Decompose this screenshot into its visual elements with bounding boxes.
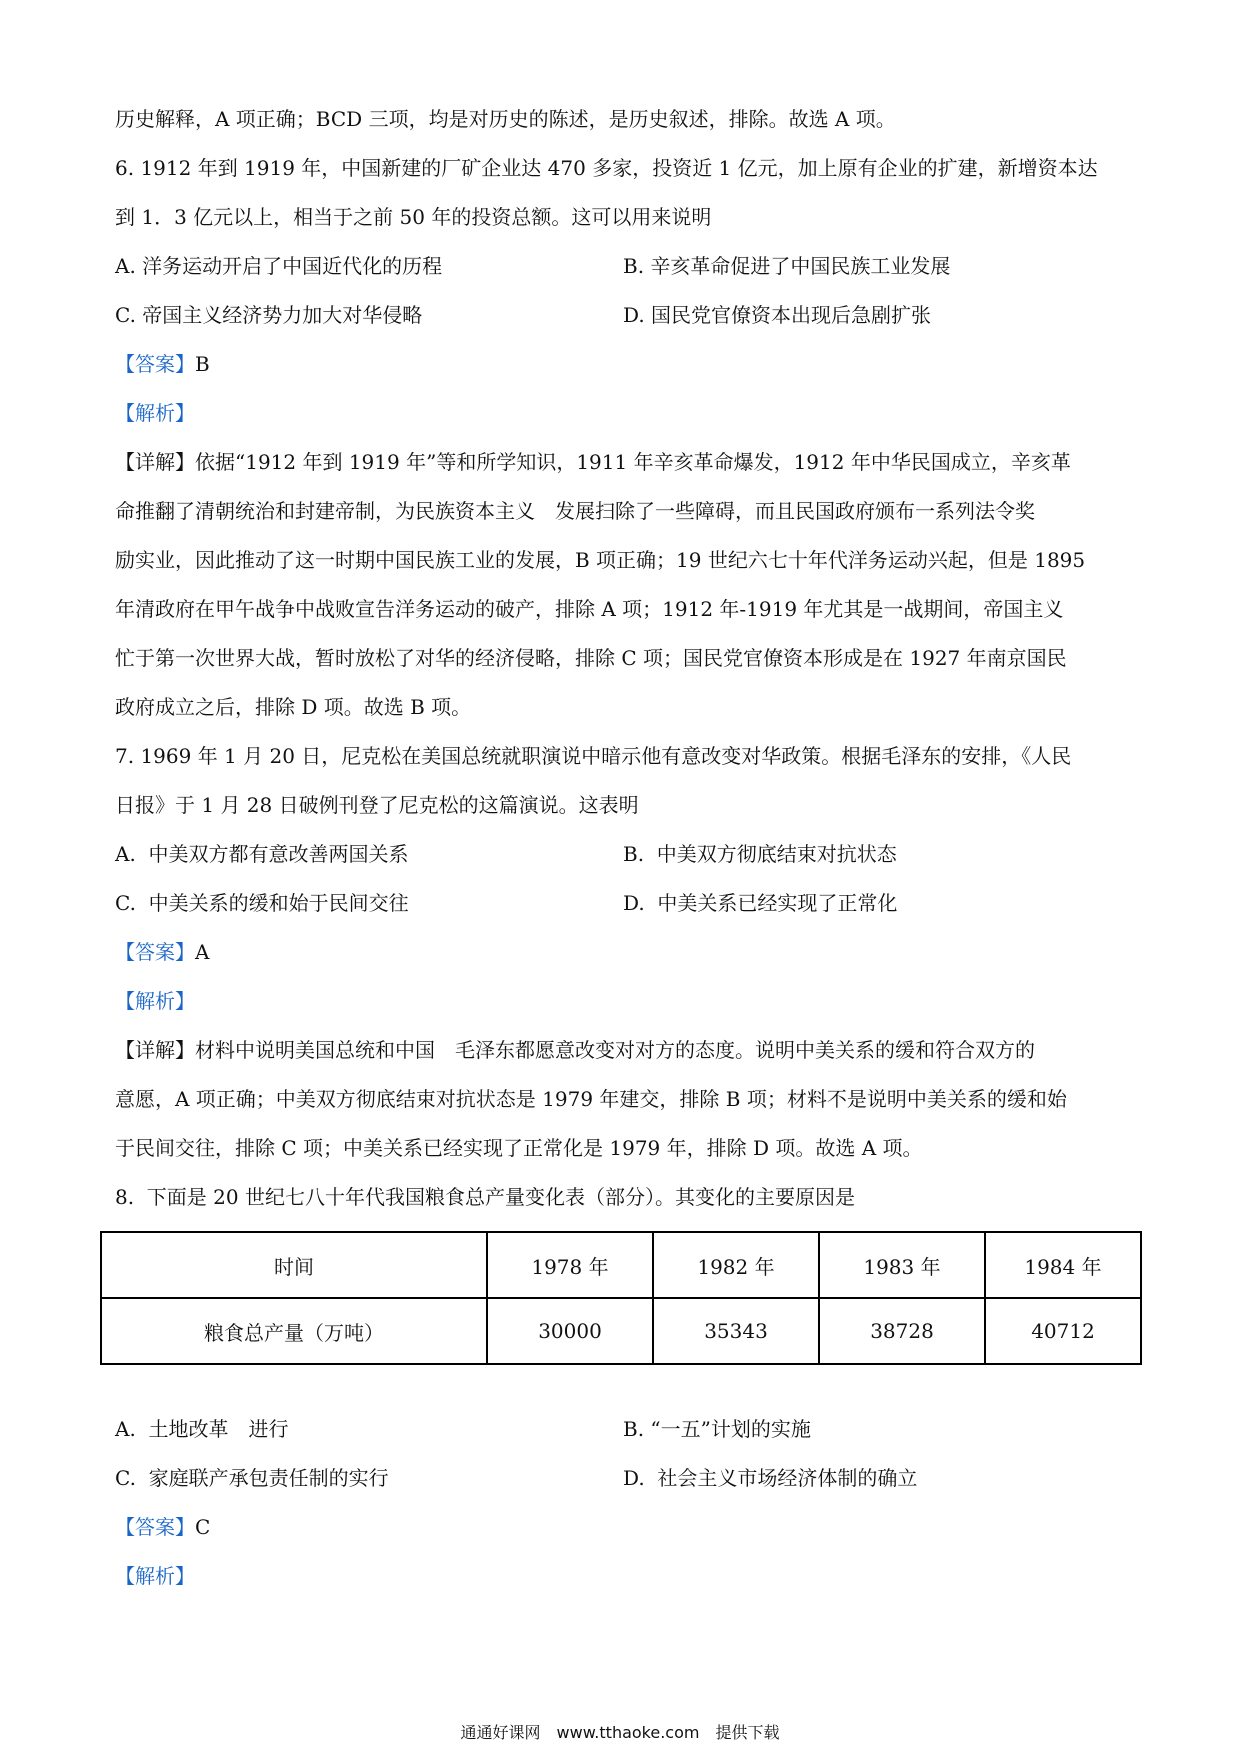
- q6-detail-line5: 忙于第一次世界大战，暂时放松了对华的经济侵略，排除 C 项；国民党官僚资本形成是在 1927 年南京国民: [115, 646, 1067, 670]
- q7-option-d: D. 中美关系已经实现了正常化: [623, 891, 898, 915]
- q7-answer-tag: 【答案】: [115, 940, 195, 964]
- table-header-cell: 时间: [101, 1232, 487, 1298]
- q8-options-row1: [115, 1405, 1135, 1454]
- q6-option-d: D. 国民党官僚资本出现后急剧扩张: [623, 303, 932, 327]
- q6-analysis: [115, 389, 1135, 438]
- q7-detail-line2: 意愿，A 项正确；中美双方彻底结束对抗状态是 1979 年建交，排除 B 项；材料不是说明中美关系的缓和始: [115, 1087, 1067, 1111]
- q6-detail-line3: 励实业，因此推动了这一时期中国民族工业的发展，B 项正确；19 世纪六七十年代洋务运动兴起，但是 1895: [115, 548, 1086, 572]
- q7-answer: [115, 928, 1135, 977]
- q7-option-b: B. 中美双方彻底结束对抗状态: [623, 842, 897, 866]
- q8-answer-tag: 【答案】: [115, 1515, 195, 1539]
- q6-answer-value: B: [195, 352, 210, 376]
- table-cell: 30000: [487, 1298, 653, 1364]
- q6-detail-tag: 【详解】: [115, 450, 195, 474]
- table-header-row: [101, 1232, 1141, 1298]
- table-header-cell: 1978 年: [487, 1232, 653, 1298]
- q7-options-row2: [115, 879, 1135, 928]
- table-row: [101, 1298, 1141, 1364]
- q8-options-row2: [115, 1454, 1135, 1503]
- q7-detail-text1: 材料中说明美国总统和中国 毛泽东都愿意改变对对方的态度。说明中美关系的缓和符合双方的: [195, 1038, 1035, 1062]
- q6-answer: [115, 340, 1135, 389]
- q6-option-b: B. 辛亥革命促进了中国民族工业发展: [623, 254, 951, 278]
- table-cell: 40712: [985, 1298, 1141, 1364]
- q6-detail-line1: [115, 438, 1135, 487]
- q6-detail-line6: 政府成立之后，排除 D 项。故选 B 项。: [115, 695, 472, 719]
- table-header-cell: 1984 年: [985, 1232, 1141, 1298]
- q7-option-c: C. 中美关系的缓和始于民间交往: [115, 891, 409, 915]
- q6-detail-line2: 命推翻了清朝统治和封建帝制，为民族资本主义 发展扫除了一些障碍，而且民国政府颁布一系列法令奖: [115, 499, 1035, 523]
- q6-stem-line1: 6. 1912 年到 1919 年，中国新建的厂矿企业达 470 多家，投资近 1 亿元，加上原有企业的扩建，新增资本达: [115, 156, 1098, 180]
- table-header-cell: 1983 年: [819, 1232, 985, 1298]
- q7-detail-tag: 【详解】: [115, 1038, 195, 1062]
- table-cell: 38728: [819, 1298, 985, 1364]
- q6-detail-text1: 依据“1912 年到 1919 年”等和所学知识，1911 年辛亥革命爆发，1912 年中华民国成立，辛亥革: [195, 450, 1071, 474]
- q8-option-b: B. “一五”计划的实施: [623, 1417, 811, 1441]
- q6-options-row1: [115, 242, 1135, 291]
- document-page: [115, 95, 1135, 1601]
- q8-analysis-tag: 【解析】: [115, 1564, 195, 1588]
- q8-answer: [115, 1503, 1135, 1552]
- table-cell: 粮食总产量（万吨）: [101, 1298, 487, 1364]
- q7-stem-line2: 日报》于 1 月 28 日破例刊登了尼克松的这篇演说。这表明: [115, 793, 639, 817]
- q6-options-row2: [115, 291, 1135, 340]
- page-footer: 通通好课网 www.tthaoke.com 提供下载: [460, 1723, 780, 1742]
- q6-option-a: A. 洋务运动开启了中国近代化的历程: [115, 254, 443, 278]
- q8-answer-value: C: [195, 1515, 211, 1539]
- q6-option-c: C. 帝国主义经济势力加大对华侵略: [115, 303, 423, 327]
- q8-analysis: [115, 1552, 1135, 1601]
- q7-stem-line1: 7. 1969 年 1 月 20 日，尼克松在美国总统就职演说中暗示他有意改变对华政策。根据毛泽东的安排，《人民: [115, 744, 1072, 768]
- q6-stem-line2: 到 1．3 亿元以上，相当于之前 50 年的投资总额。这可以用来说明: [115, 205, 712, 229]
- intro-text: 历史解释，A 项正确；BCD 三项，均是对历史的陈述，是历史叙述，排除。故选 A 项。: [115, 107, 896, 131]
- grain-output-table: [100, 1231, 1142, 1365]
- q8-option-a: A. 土地改革 进行: [115, 1417, 289, 1441]
- q7-answer-value: A: [195, 940, 210, 964]
- table-cell: 35343: [653, 1298, 819, 1364]
- table-header-cell: 1982 年: [653, 1232, 819, 1298]
- q7-option-a: A. 中美双方都有意改善两国关系: [115, 842, 409, 866]
- q7-analysis-tag: 【解析】: [115, 989, 195, 1013]
- q8-stem: 8. 下面是 20 世纪七八十年代我国粮食总产量变化表（部分）。其变化的主要原因是: [115, 1185, 855, 1209]
- q6-detail-line4: 年清政府在甲午战争中战败宣告洋务运动的破产，排除 A 项；1912 年-1919 年尤其是一战期间，帝国主义: [115, 597, 1064, 621]
- q8-option-c: C. 家庭联产承包责任制的实行: [115, 1466, 389, 1490]
- q6-analysis-tag: 【解析】: [115, 401, 195, 425]
- q6-answer-tag: 【答案】: [115, 352, 195, 376]
- q7-options-row1: [115, 830, 1135, 879]
- q8-option-d: D. 社会主义市场经济体制的确立: [623, 1466, 918, 1490]
- q7-analysis: [115, 977, 1135, 1026]
- spacer: [115, 1365, 1135, 1405]
- q7-detail-line1: [115, 1026, 1135, 1075]
- q7-detail-line3: 于民间交往，排除 C 项；中美关系已经实现了正常化是 1979 年，排除 D 项。故选 A 项。: [115, 1136, 923, 1160]
